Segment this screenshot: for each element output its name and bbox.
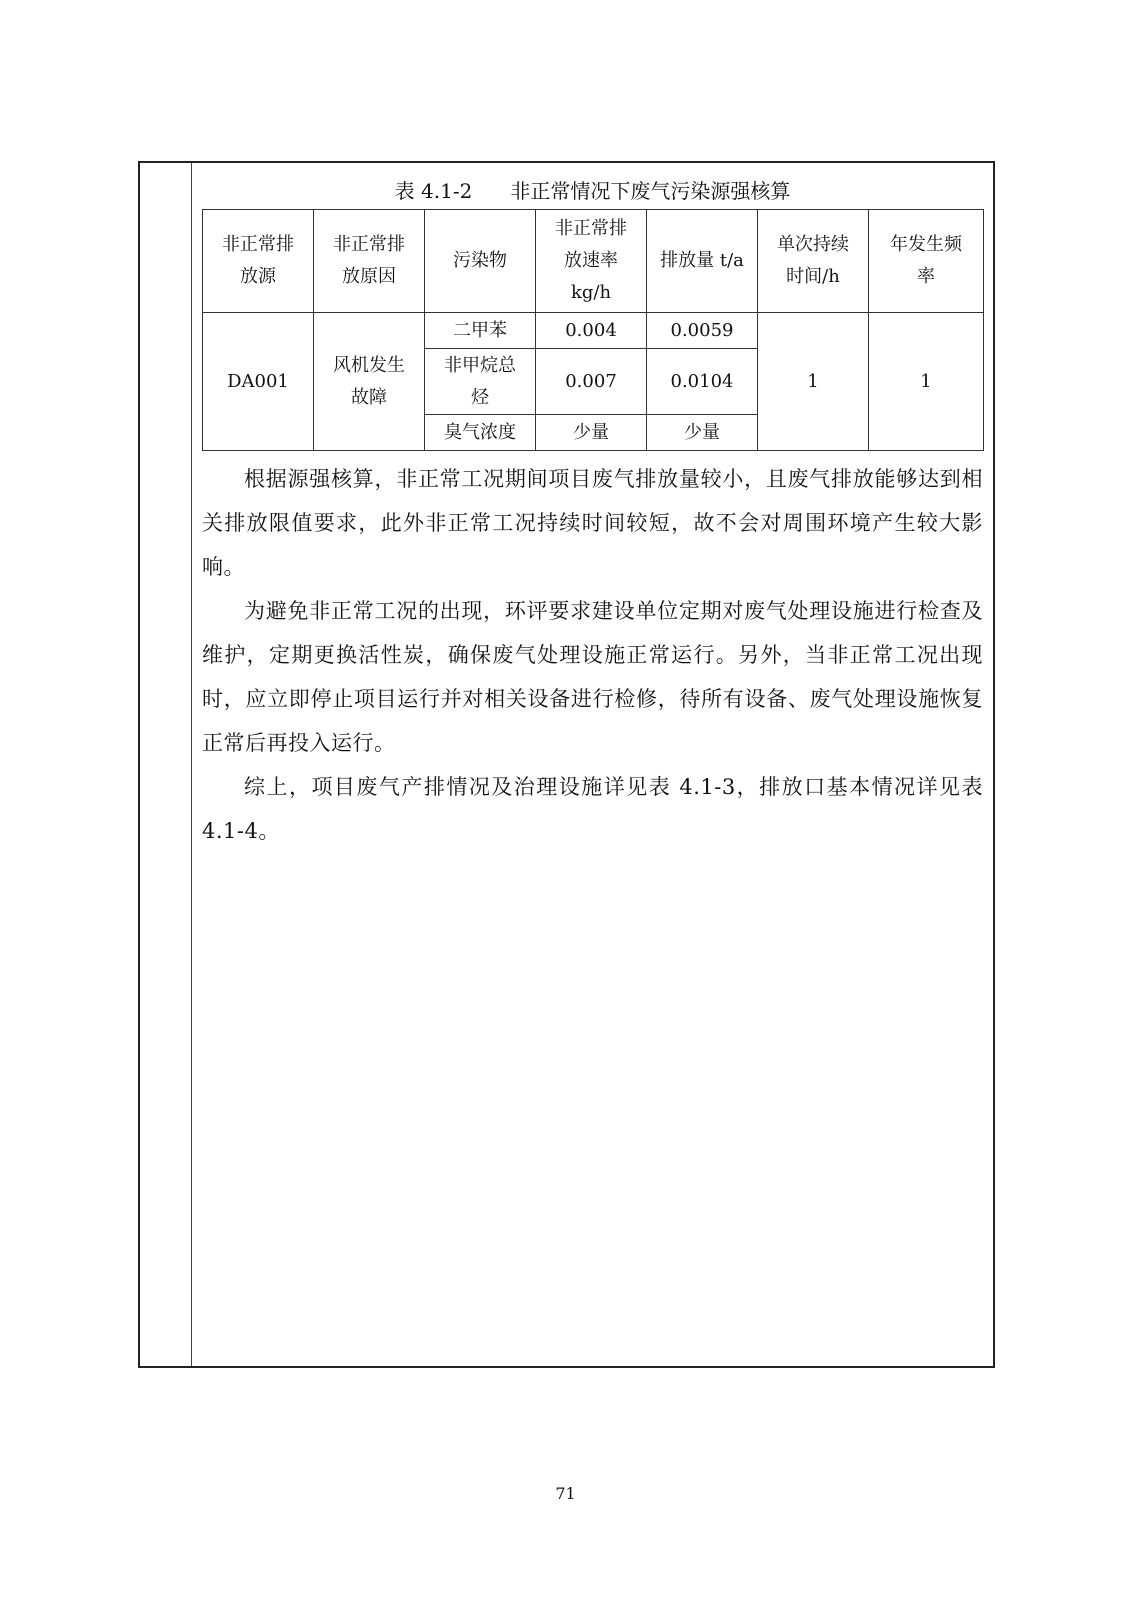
rate-cell: 0.004	[536, 313, 647, 349]
body-text	[202, 457, 983, 853]
header-cell: 排放量 t/a	[647, 210, 758, 313]
paragraph: 为避免非正常工况的出现，环评要求建设单位定期对废气处理设施进行检查及维护，定期更换活性炭，确保废气处理设施正常运行。另外，当非正常工况出现时，应立即停止项目运行并对相关设备进行检修，待所有设备、废气处理设施恢复正常后再投入运行。	[202, 599, 983, 755]
header-cell: 污染物	[425, 210, 536, 313]
page-number: 71	[555, 1484, 576, 1503]
frame-left-column	[140, 163, 192, 1366]
table-row	[203, 313, 984, 349]
table-caption-number: 表 4.1-2	[394, 179, 473, 203]
header-cell: 非正常排 放原因	[314, 210, 425, 313]
rate-cell: 0.007	[536, 349, 647, 415]
table-caption-title: 非正常情况下废气污染源强核算	[510, 179, 791, 203]
amount-cell: 少量	[647, 415, 758, 451]
paragraph: 综上，项目废气产排情况及治理设施详见表 4.1-3，排放口基本情况详见表 4.1-4。	[202, 775, 983, 843]
amount-cell: 0.0104	[647, 349, 758, 415]
header-cell: 非正常排 放速率 kg/h	[536, 210, 647, 313]
paragraph: 根据源强核算，非正常工况期间项目废气排放量较小，且废气排放能够达到相关排放限值要求，此外非正常工况持续时间较短，故不会对周围环境产生较大影响。	[202, 467, 983, 579]
header-cell: 年发生频 率	[869, 210, 984, 313]
rate-cell: 少量	[536, 415, 647, 451]
reason-cell: 风机发生 故障	[314, 313, 425, 451]
source-cell: DA001	[203, 313, 314, 451]
table-caption	[202, 163, 983, 209]
header-cell: 非正常排 放源	[203, 210, 314, 313]
table-header-row	[203, 210, 984, 313]
page-frame	[138, 161, 995, 1368]
amount-cell: 0.0059	[647, 313, 758, 349]
pollutant-cell: 臭气浓度	[425, 415, 536, 451]
frequency-cell: 1	[869, 313, 984, 451]
pollutant-cell: 非甲烷总 烃	[425, 349, 536, 415]
emission-source-table	[202, 209, 984, 451]
duration-cell: 1	[758, 313, 869, 451]
header-cell: 单次持续 时间/h	[758, 210, 869, 313]
pollutant-cell: 二甲苯	[425, 313, 536, 349]
frame-content	[202, 163, 983, 853]
